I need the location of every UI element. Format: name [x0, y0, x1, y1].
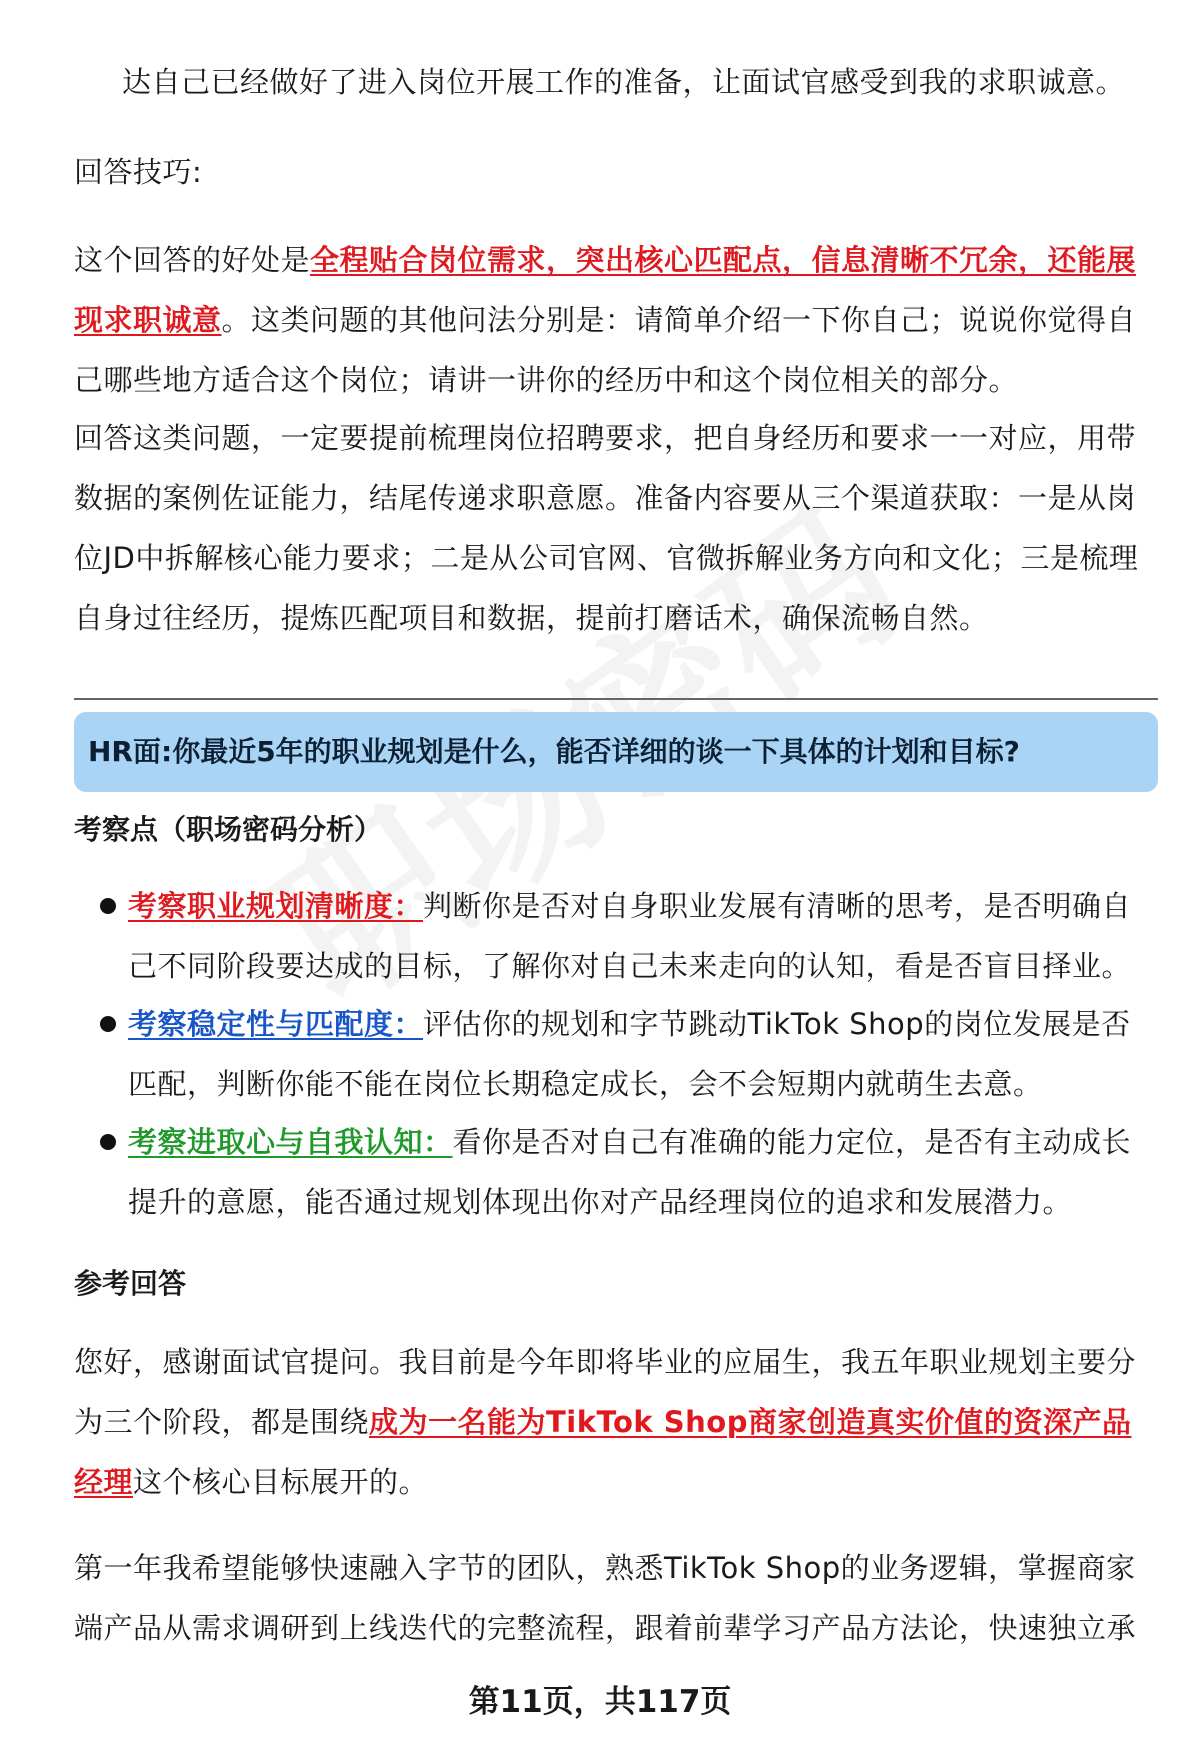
bullet-2-label: 考察稳定性与匹配度：	[128, 1007, 424, 1041]
page-footer: 第11页，共117页	[468, 1684, 732, 1720]
bullet-dot	[100, 1134, 116, 1150]
intro-line: 达自己已经做好了进入岗位开展工作的准备，让面试官感受到我的求职诚意。	[122, 65, 1126, 99]
tips-paragraph-1	[74, 230, 1154, 410]
bullet-2-text: 评估你的规划和字节跳动TikTok Shop的岗位发展是否匹配，判断你能不能在岗位长期稳定成长，会不会短期内就萌生去意。	[128, 1007, 1131, 1101]
question-box	[74, 712, 1158, 792]
bullet-dot	[100, 1016, 116, 1032]
answer-paragraph-2: 第一年我希望能够快速融入字节的团队，熟悉TikTok Shop的业务逻辑，掌握商家端产品从需求调研到上线迭代的完整流程，跟着前辈学习产品方法论，快速独立承	[74, 1551, 1137, 1645]
bullet-item-2	[128, 994, 1158, 1114]
reference-heading: 参考回答	[74, 1267, 187, 1300]
bullet-1-label: 考察职业规划清晰度：	[128, 889, 424, 923]
answer-p1-highlight: 成为一名能为TikTok Shop商家创造真实价值的资深产品经理	[74, 1405, 1132, 1499]
question-text: HR面:你最近5年的职业规划是什么，能否详细的谈一下具体的计划和目标?	[88, 735, 1020, 768]
tips-paragraph-2: 回答这类问题，一定要提前梳理岗位招聘要求，把自身经历和要求一一对应，用带数据的案例佐证能力，结尾传递求职意愿。准备内容要从三个渠道获取：一是从岗位JD中拆解核心能力要求；二是从公司官网、官微拆解业务方向和文化；三是梳理自身过往经历，提炼匹配项目和数据，提前打磨话术，确保流畅自然。	[74, 421, 1139, 635]
answer-p1-after: 这个核心目标展开的。	[133, 1465, 429, 1499]
bullet-3-text: 看你是否对自己有准确的能力定位，是否有主动成长提升的意愿，能否通过规划体现出你对产品经理岗位的追求和发展潜力。	[128, 1125, 1132, 1219]
bullet-3-label: 考察进取心与自我认知：	[128, 1125, 453, 1159]
bullet-1-text: 判断你是否对自身职业发展有清晰的思考，是否明确自己不同阶段要达成的目标，了解你对自己未来走向的认知，看是否盲目择业。	[128, 889, 1132, 983]
tips-p1-after: 。这类问题的其他问法分别是：请简单介绍一下你自己；说说你觉得自己哪些地方适合这个岗位；请讲一讲你的经历中和这个岗位相关的部分。	[74, 303, 1137, 397]
tips-p1-before: 这个回答的好处是	[74, 243, 311, 277]
bullet-item-3	[128, 1112, 1158, 1232]
tips-heading: 回答技巧:	[74, 155, 203, 189]
bullet-dot	[100, 898, 116, 914]
bullet-item-1	[128, 876, 1158, 996]
answer-paragraph-1	[74, 1332, 1154, 1512]
section-divider	[74, 698, 1158, 700]
tips-p1-highlight: 全程贴合岗位需求，突出核心匹配点，信息清晰不冗余，还能展现求职诚意	[74, 243, 1137, 337]
answer-p1-before: 您好，感谢面试官提问。我目前是今年即将毕业的应届生，我五年职业规划主要分为三个阶段，都是围绕	[74, 1345, 1137, 1439]
analysis-heading: 考察点（职场密码分析）	[74, 813, 383, 846]
